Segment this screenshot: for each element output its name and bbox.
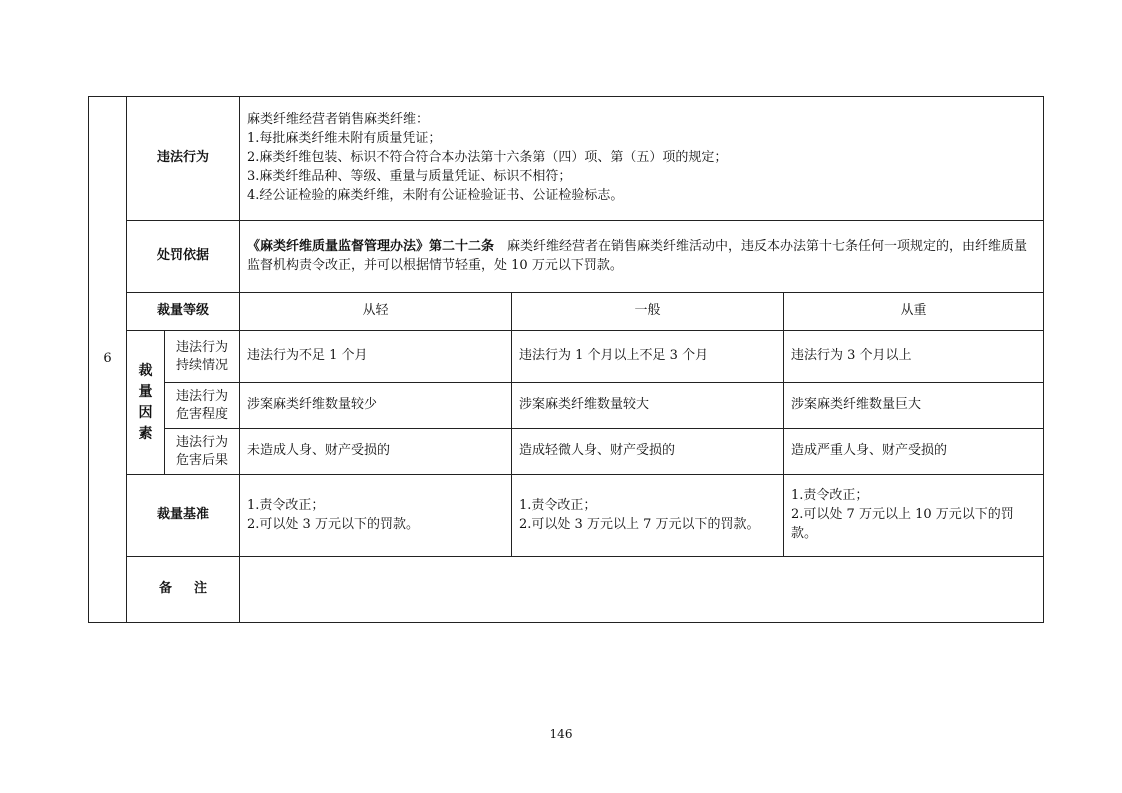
factor-cell-light: 涉案麻类纤维数量较少	[240, 383, 512, 429]
level-normal: 一般	[512, 293, 784, 331]
remarks-row	[89, 557, 1044, 623]
baseline-label: 裁量基准	[127, 475, 240, 557]
row-number: 6	[89, 97, 127, 623]
factor-label-line: 危害后果	[176, 452, 229, 468]
factors-label-char: 裁	[138, 362, 153, 379]
baseline-normal	[512, 475, 784, 557]
violation-line: 1.每批麻类纤维未附有质量凭证；	[247, 131, 442, 147]
factor-cell-light: 违法行为不足 1 个月	[240, 331, 512, 383]
remarks-content	[240, 557, 1044, 623]
violation-row	[89, 97, 1044, 221]
baseline-line: 2.可以处 3 万元以上 7 万元以下的罚款。	[519, 516, 760, 532]
violation-line: 4.经公证检验的麻类纤维，未附有公证检验证书、公证检验标志。	[247, 187, 624, 203]
level-heavy: 从重	[784, 293, 1044, 331]
violation-line: 3.麻类纤维品种、等级、重量与质量凭证、标识不相符；	[247, 168, 572, 184]
factor-row	[89, 383, 1044, 429]
baseline-line: 1.责令改正；	[247, 497, 325, 513]
factor-label-line: 违法行为	[176, 434, 229, 450]
factor-cell-light: 未造成人身、财产受损的	[240, 429, 512, 475]
violation-line: 2.麻类纤维包装、标识不符合符合本办法第十六条第（四）项、第（五）项的规定；	[247, 150, 728, 166]
factor-label-severity	[165, 383, 240, 429]
factor-row	[89, 429, 1044, 475]
discretion-table	[88, 96, 1044, 623]
baseline-line: 2.可以处 3 万元以下的罚款。	[247, 516, 419, 532]
law-citation: 《麻类纤维质量监督管理办法》第二十二条	[247, 238, 495, 254]
factors-label-char: 量	[138, 383, 153, 400]
penalty-basis-text: 麻类纤维经营者在销售麻类纤维活动中，违反本办法第十七条任何一项规定的，由纤维质量监督机构责令改正，并可以根据情节轻重，处 10 万元以下罚款。	[247, 238, 1028, 273]
factors-label-char: 因	[138, 404, 153, 421]
factor-row	[89, 331, 1044, 383]
baseline-heavy	[784, 475, 1044, 557]
factors-label-char: 素	[138, 425, 153, 442]
factor-label-line: 持续情况	[176, 357, 229, 373]
violation-content	[240, 97, 1044, 221]
level-light: 从轻	[240, 293, 512, 331]
penalty-basis-row	[89, 221, 1044, 293]
page-number: 146	[549, 727, 573, 741]
violation-label: 违法行为	[127, 97, 240, 221]
baseline-light	[240, 475, 512, 557]
factor-cell-normal: 涉案麻类纤维数量较大	[512, 383, 784, 429]
factor-label-line: 危害程度	[176, 406, 229, 422]
factor-label-duration	[165, 331, 240, 383]
levels-label: 裁量等级	[127, 293, 240, 331]
factor-cell-heavy: 造成严重人身、财产受损的	[784, 429, 1044, 475]
penalty-basis-content	[240, 221, 1044, 293]
factor-cell-heavy: 违法行为 3 个月以上	[784, 331, 1044, 383]
levels-row	[89, 293, 1044, 331]
factor-label-consequence	[165, 429, 240, 475]
factor-cell-normal: 违法行为 1 个月以上不足 3 个月	[512, 331, 784, 383]
factor-cell-normal: 造成轻微人身、财产受损的	[512, 429, 784, 475]
factor-label-line: 违法行为	[176, 388, 229, 404]
baseline-line: 2.可以处 7 万元以上 10 万元以下的罚款。	[791, 507, 1014, 541]
factor-label-line: 违法行为	[176, 339, 229, 355]
factors-label	[127, 331, 165, 475]
remarks-label-text: 备注	[159, 581, 230, 597]
violation-line: 麻类纤维经营者销售麻类纤维：	[247, 112, 430, 128]
penalty-basis-label: 处罚依据	[127, 221, 240, 293]
factor-cell-heavy: 涉案麻类纤维数量巨大	[784, 383, 1044, 429]
baseline-row	[89, 475, 1044, 557]
remarks-label	[127, 557, 240, 623]
baseline-line: 1.责令改正；	[791, 488, 869, 504]
baseline-line: 1.责令改正；	[519, 497, 597, 513]
